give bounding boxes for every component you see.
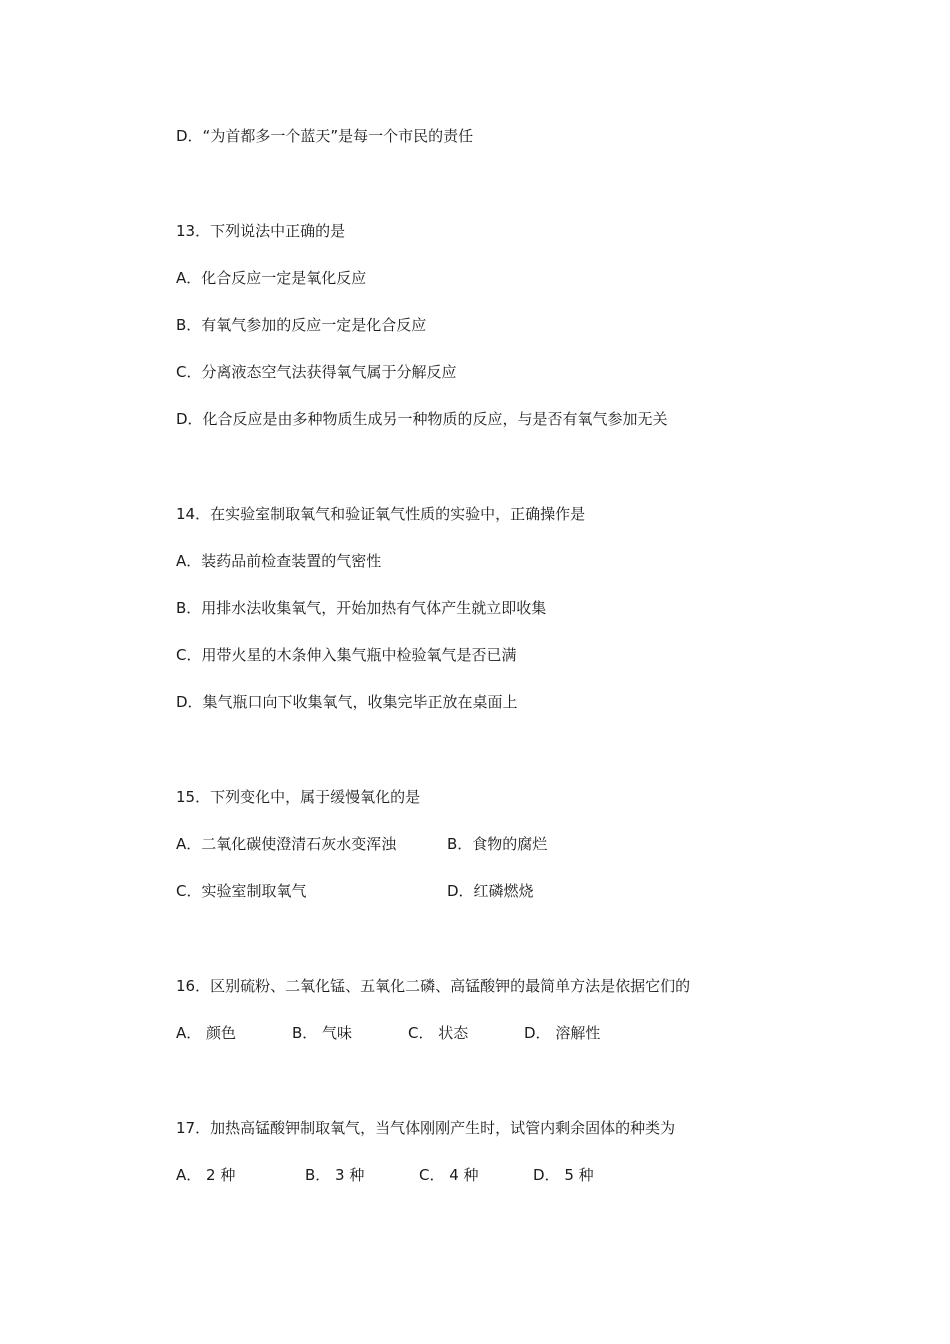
q14-stem: 14．在实验室制取氧气和验证氧气性质的实验中，正确操作是 — [176, 505, 586, 523]
q16-stem: 16．区别硫粉、二氧化锰、五氧化二磷、高锰酸钾的最简单方法是依据它们的 — [176, 977, 691, 995]
q13-option-a: A．化合反应一定是氧化反应 — [176, 269, 367, 287]
q17-option-c: C． 4 种 — [419, 1166, 479, 1184]
q13-option-c: C．分离液态空气法获得氧气属于分解反应 — [176, 363, 457, 381]
q15-option-a: A．二氧化碳使澄清石灰水变浑浊 — [176, 835, 397, 853]
q14-option-b: B．用排水法收集氧气，开始加热有气体产生就立即收集 — [176, 599, 547, 617]
q15-option-d: D．红磷燃烧 — [447, 882, 534, 900]
q17-option-a: A． 2 种 — [176, 1166, 236, 1184]
q16-option-a: A． 颜色 — [176, 1024, 237, 1042]
q15-stem: 15．下列变化中，属于缓慢氧化的是 — [176, 788, 421, 806]
q16-option-d: D． 溶解性 — [524, 1024, 601, 1042]
q17-option-d: D． 5 种 — [533, 1166, 594, 1184]
q12-option-d: D．“为首都多一个蓝天”是每一个市民的责任 — [176, 127, 474, 145]
q14-option-a: A．装药品前检查装置的气密性 — [176, 552, 382, 570]
q13-option-b: B．有氧气参加的反应一定是化合反应 — [176, 316, 427, 334]
q16-option-c: C． 状态 — [408, 1024, 469, 1042]
q17-stem: 17．加热高锰酸钾制取氧气，当气体刚刚产生时，试管内剩余固体的种类为 — [176, 1119, 676, 1137]
q17-option-b: B． 3 种 — [305, 1166, 365, 1184]
q16-option-b: B． 气味 — [292, 1024, 353, 1042]
q15-option-c: C．实验室制取氧气 — [176, 882, 307, 900]
q13-option-d: D．化合反应是由多种物质生成另一种物质的反应，与是否有氧气参加无关 — [176, 410, 668, 428]
q14-option-c: C．用带火星的木条伸入集气瓶中检验氧气是否已满 — [176, 646, 517, 664]
q13-stem: 13．下列说法中正确的是 — [176, 222, 346, 240]
q14-option-d: D．集气瓶口向下收集氧气，收集完毕正放在桌面上 — [176, 693, 518, 711]
q15-option-b: B．食物的腐烂 — [447, 835, 548, 853]
